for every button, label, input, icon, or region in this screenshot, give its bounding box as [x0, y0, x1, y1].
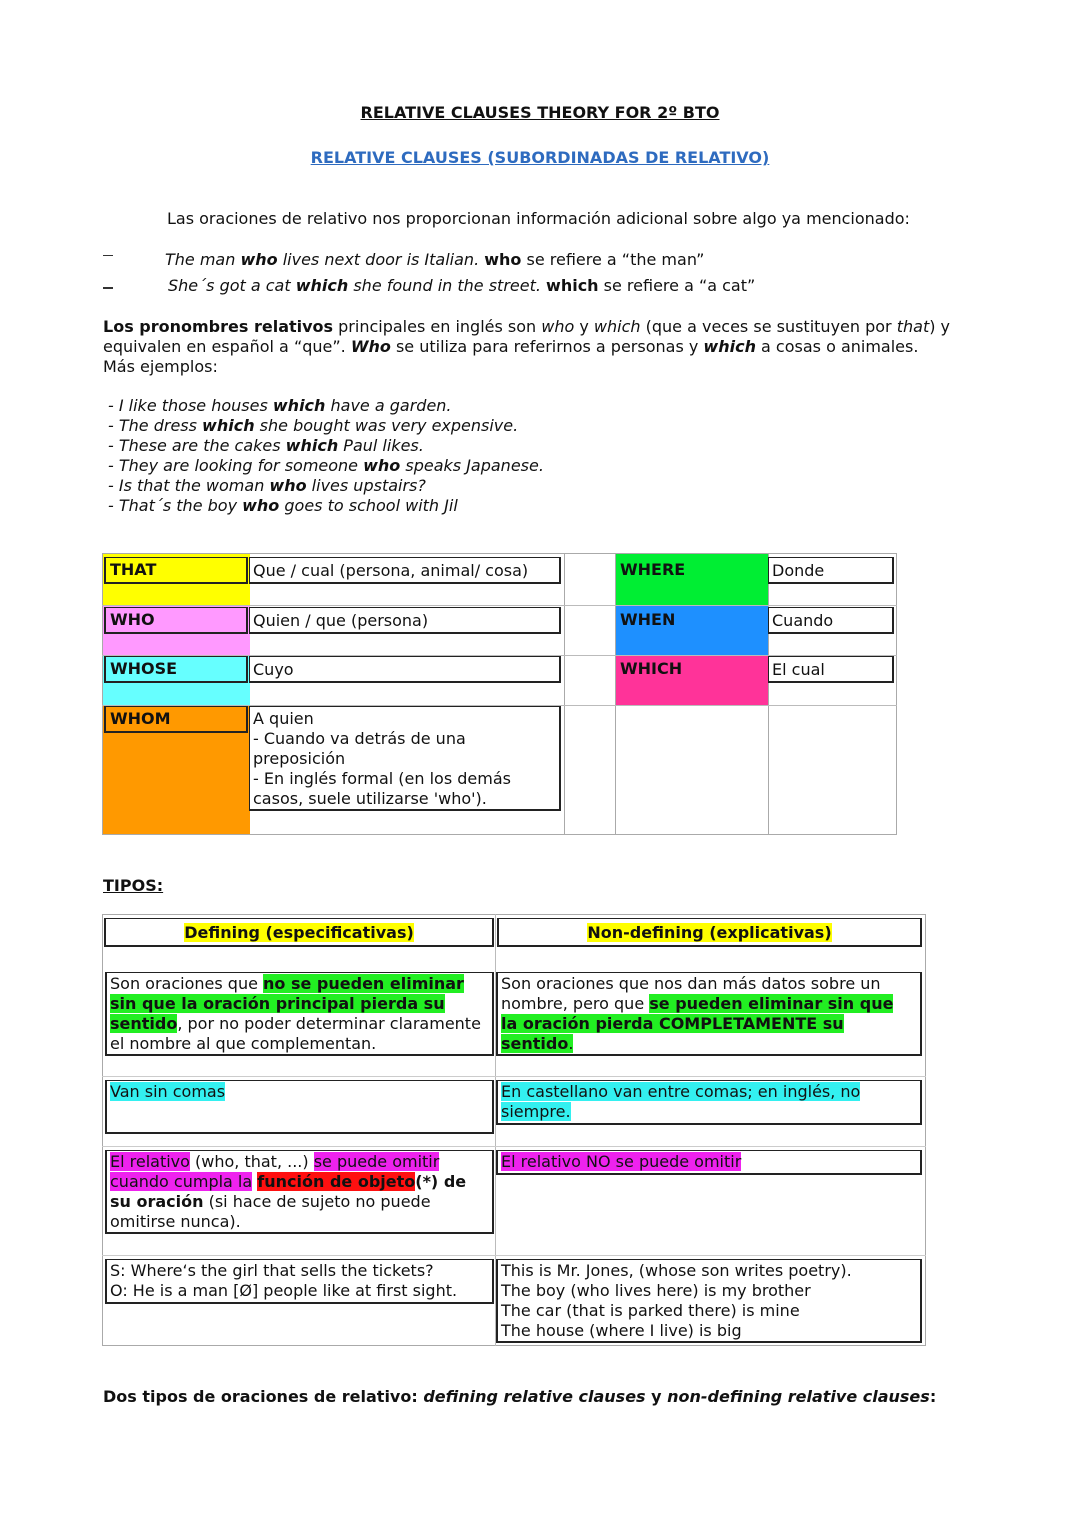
- meaning-that: Que / cual (persona, animal/ cosa): [249, 557, 561, 584]
- list-item: - That´s the boy who goes to school with Jil: [108, 496, 458, 515]
- meaning-whom: A quien - Cuando va detrás de una preposición - En inglés formal (en los demás casos, suele utilizarse 'who').: [249, 706, 561, 811]
- grid-line: [102, 1146, 926, 1147]
- grid-line: [564, 553, 565, 835]
- list-item: - These are the cakes which Paul likes.: [108, 436, 424, 455]
- defining-commas: Van sin comas: [105, 1080, 494, 1134]
- nondefining-header: Non-defining (explicativas): [497, 918, 922, 947]
- meaning-when: Cuando: [768, 607, 894, 634]
- paragraph-line: equivalen en español a “que”. Who se utiliza para referirnos a personas y which a cosas o animales.: [103, 337, 919, 356]
- meaning-who: Quien / que (persona): [249, 607, 561, 634]
- grid-line: [768, 553, 769, 835]
- document-subtitle: RELATIVE CLAUSES (SUBORDINADAS DE RELATIVO): [310, 148, 770, 167]
- pronoun-whose: WHOSE: [104, 656, 248, 683]
- list-item: - I like those houses which have a garden.: [108, 396, 452, 415]
- pronoun-when: WHEN: [620, 610, 676, 629]
- footer-text: Dos tipos de oraciones de relativo: defining relative clauses y non-defining relative clauses:: [103, 1387, 937, 1406]
- nondefining-commas: En castellano van entre comas; en inglés, no siempre.: [496, 1080, 922, 1125]
- list-item: - Is that the woman who lives upstairs?: [108, 476, 426, 495]
- nondefining-examples: This is Mr. Jones, (whose son writes poetry). The boy (who lives here) is my brother The car (that is parked there) is mine The house (where I live) is big: [496, 1259, 922, 1343]
- tipos-label: TIPOS:: [103, 876, 164, 895]
- meaning-where: Donde: [768, 557, 894, 584]
- list-item: - They are looking for someone who speaks Japanese.: [108, 456, 544, 475]
- intro-text: Las oraciones de relativo nos proporcionan información adicional sobre algo ya mencionado:: [167, 209, 910, 228]
- example-line: The man who lives next door is Italian. who se refiere a “the man”: [165, 250, 705, 269]
- meaning-whose: Cuyo: [249, 656, 561, 683]
- grid-line: [102, 1076, 926, 1077]
- grid-line: [102, 1255, 926, 1256]
- pronoun-where: WHERE: [620, 560, 686, 579]
- pronoun-whom: WHOM: [104, 706, 248, 733]
- document-title: RELATIVE CLAUSES THEORY FOR 2º BTO: [360, 103, 720, 122]
- defining-examples: S: Where‘s the girl that sells the tickets? O: He is a man [Ø] people like at first sight.: [105, 1259, 494, 1304]
- pronoun-that: THAT: [104, 557, 248, 584]
- paragraph-line: Los pronombres relativos principales en inglés son who y which (que a veces se sustituyen por that) y: [103, 317, 951, 336]
- pronoun-who: WHO: [104, 607, 248, 634]
- pronoun-which: WHICH: [620, 659, 683, 678]
- defining-description: Son oraciones que no se pueden eliminar sin que la oración principal pierda su sentido, por no poder determinar claramente el nombre al que complementan.: [105, 972, 494, 1056]
- defining-omission: El relativo (who, that, ...) se puede omitir cuando cumpla la función de objeto(*) de su oración (si hace de sujeto no puede omitirse nunca).: [105, 1150, 494, 1234]
- dash-marker: [103, 287, 113, 289]
- example-line: She´s got a cat which she found in the street. which se refiere a “a cat”: [168, 276, 756, 295]
- meaning-which: El cual: [768, 656, 894, 683]
- paragraph-line: Más ejemplos:: [103, 357, 218, 376]
- nondefining-omission: El relativo NO se puede omitir: [496, 1150, 922, 1175]
- defining-header: Defining (especificativas): [104, 918, 494, 947]
- more-examples-list: [108, 396, 544, 516]
- nondefining-description: Son oraciones que nos dan más datos sobre un nombre, pero que se pueden eliminar sin que la oración pierda COMPLETAMENTE su sentido.: [496, 972, 922, 1056]
- dash-marker: [103, 255, 113, 256]
- list-item: - The dress which she bought was very expensive.: [108, 416, 519, 435]
